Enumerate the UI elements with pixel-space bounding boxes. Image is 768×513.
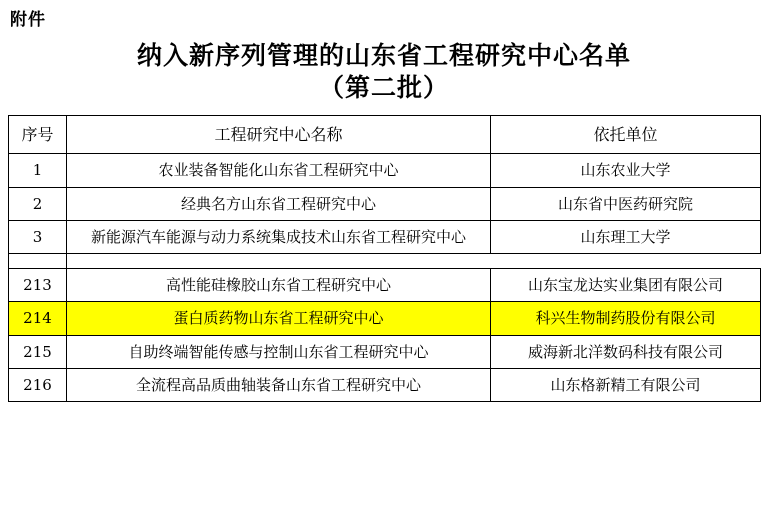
cell-no: 1 xyxy=(9,154,67,187)
table-row xyxy=(9,187,761,220)
cell-no: 216 xyxy=(9,368,67,401)
attachment-label: 附件 xyxy=(10,10,46,30)
cell-name: 自助终端智能传感与控制山东省工程研究中心 xyxy=(67,335,491,368)
gap-cell-org xyxy=(491,254,761,269)
table-row xyxy=(9,368,761,401)
table-gap xyxy=(9,254,761,269)
cell-no: 213 xyxy=(9,269,67,302)
cell-name: 高性能硅橡胶山东省工程研究中心 xyxy=(67,269,491,302)
cell-org: 山东格新精工有限公司 xyxy=(491,368,761,401)
cell-org: 山东理工大学 xyxy=(491,220,761,253)
cell-name: 农业装备智能化山东省工程研究中心 xyxy=(67,154,491,187)
table-body xyxy=(9,154,761,402)
table-row xyxy=(9,269,761,302)
cell-name: 蛋白质药物山东省工程研究中心 xyxy=(67,302,491,335)
table-header xyxy=(9,115,761,154)
cell-org: 山东省中医药研究院 xyxy=(491,187,761,220)
page-title xyxy=(8,40,760,103)
column-header-name: 工程研究中心名称 xyxy=(67,115,491,154)
cell-name: 新能源汽车能源与动力系统集成技术山东省工程研究中心 xyxy=(67,220,491,253)
table-row-highlighted xyxy=(9,302,761,335)
column-header-org: 依托单位 xyxy=(491,115,761,154)
page-title-line1: 纳入新序列管理的山东省工程研究中心名单 xyxy=(136,41,631,71)
table-row xyxy=(9,220,761,253)
cell-no: 3 xyxy=(9,220,67,253)
gap-cell-no xyxy=(9,254,67,269)
cell-name: 经典名方山东省工程研究中心 xyxy=(67,187,491,220)
table-row xyxy=(9,154,761,187)
cell-org: 山东农业大学 xyxy=(491,154,761,187)
cell-no: 2 xyxy=(9,187,67,220)
table-row xyxy=(9,335,761,368)
cell-no: 214 xyxy=(9,302,67,335)
research-center-table xyxy=(8,115,761,402)
gap-cell-name xyxy=(67,254,491,269)
cell-org: 山东宝龙达实业集团有限公司 xyxy=(491,269,761,302)
cell-no: 215 xyxy=(9,335,67,368)
page-title-line2: （第二批） xyxy=(318,72,449,102)
cell-org: 科兴生物制药股份有限公司 xyxy=(491,302,761,335)
cell-name: 全流程高品质曲轴装备山东省工程研究中心 xyxy=(67,368,491,401)
table-header-row xyxy=(9,115,761,154)
column-header-no: 序号 xyxy=(9,115,67,154)
cell-org: 威海新北洋数码科技有限公司 xyxy=(491,335,761,368)
